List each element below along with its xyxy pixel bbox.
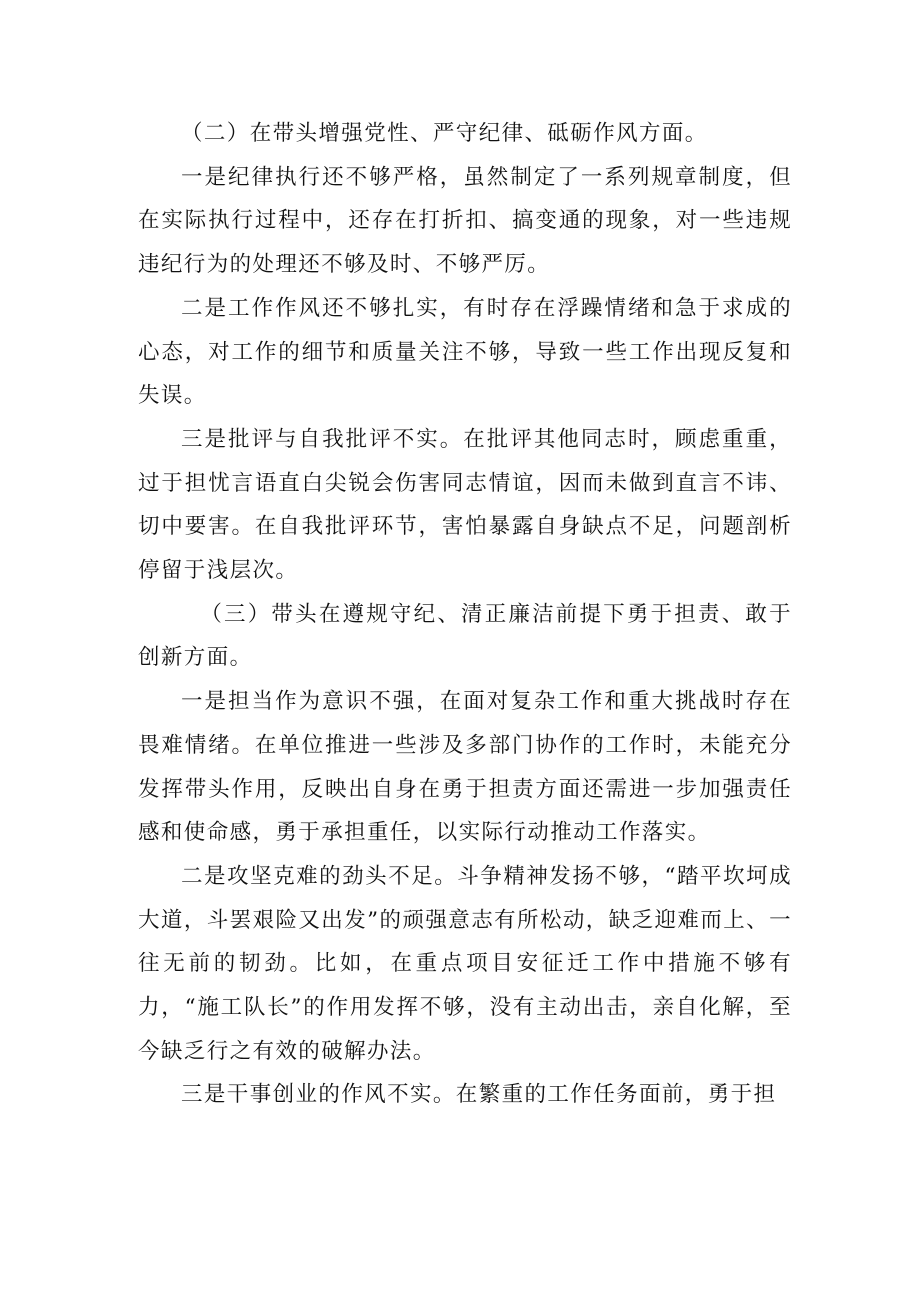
section-heading-2: （二）在带头增强党性、严守纪律、砥砺作风方面。 (181, 121, 708, 146)
paragraph-criticism: 三是批评与自我批评不实。在批评其他同志时，顾虑重重，过于担忧言语直白尖锐会伤害同志情谊，因而未做到直言不讳、切中要害。在自我批评环节，害怕暴露自身缺点不足，问题剖析停留于浅层次。 (138, 426, 792, 584)
paragraph-responsibility: 一是担当作为意识不强，在面对复杂工作和重大挑战时存在畏难情绪。在单位推进一些涉及多部门协作的工作时，未能充分发挥带头作用，反映出自身在勇于担责方面还需进一步加强责任感和使命感，勇于承担重任，以实际行动推动工作落实。 (138, 689, 792, 846)
paragraph-work-style: 二是工作作风还不够扎实，有时存在浮躁情绪和急于求成的心态，对工作的细节和质量关注不够，导致一些工作出现反复和失误。 (138, 295, 792, 409)
document-body (138, 112, 792, 1117)
section-heading-3: （三）带头在遵规守纪、清正廉洁前提下勇于担责、敢于创新方面。 (138, 601, 792, 671)
paragraph-entrepreneurship: 三是干事创业的作风不实。在繁重的工作任务面前，勇于担 (181, 1082, 777, 1108)
paragraph-discipline: 一是纪律执行还不够严格，虽然制定了一系列规章制度，但在实际执行过程中，还存在打折扣、搞变通的现象，对一些违规违纪行为的处理还不够及时、不够严厉。 (138, 164, 792, 278)
paragraph-tackling-difficulties: 二是攻坚克难的劲头不足。斗争精神发扬不够，“踏平坎坷成大道，斗罢艰险又出发”的顽强意志有所松动，缺乏迎难而上、一往无前的韧劲。比如，在重点项目安征迁工作中措施不够有力，“施工队长”的作用发挥不够，没有主动出击，亲自化解，至今缺乏行之有效的破解办法。 (138, 863, 792, 1064)
